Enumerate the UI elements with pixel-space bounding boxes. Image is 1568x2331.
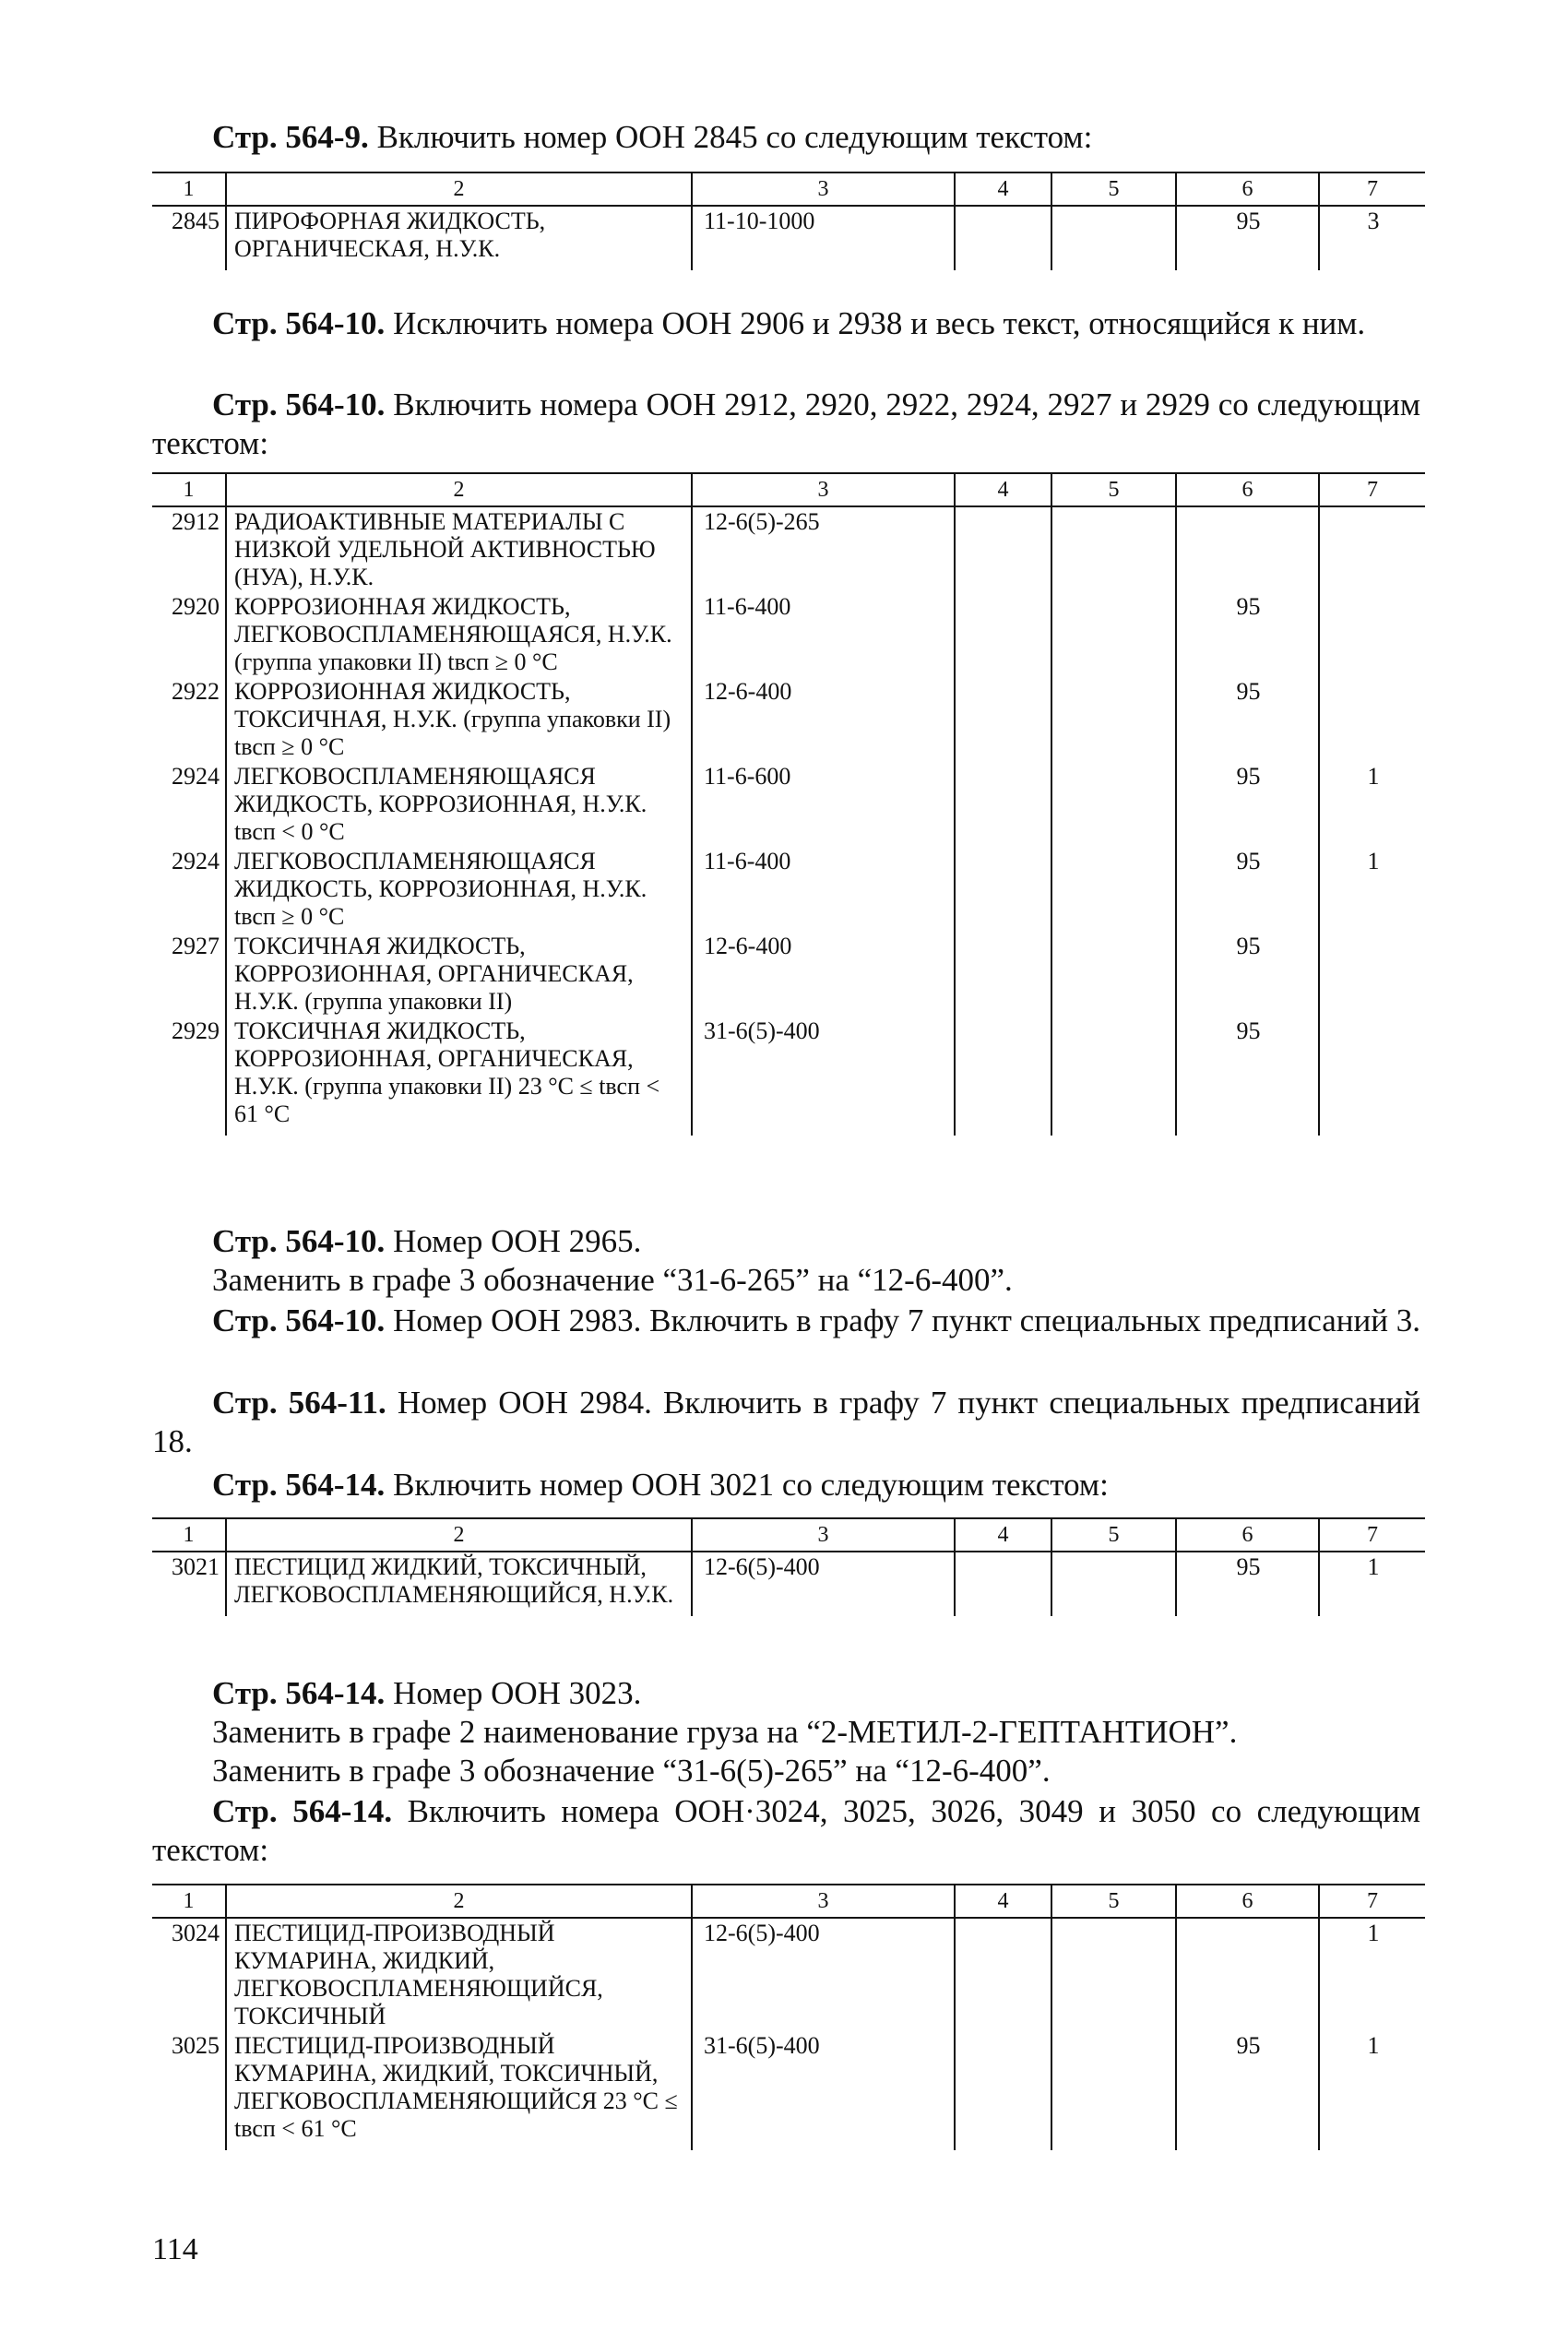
cargo-name-cell: ПИРОФОРНАЯ ЖИДКОСТЬ, ОРГАНИЧЕСКАЯ, Н.У.К.: [226, 206, 692, 270]
column-header: 7: [1319, 473, 1425, 506]
table-row: [152, 677, 1425, 762]
table-header-row: [152, 1885, 1425, 1918]
table-un-3021: [152, 1517, 1425, 1616]
column-header: 1: [152, 1518, 226, 1552]
col6-cell: 95: [1176, 1552, 1319, 1616]
cargo-name-cell: ПЕСТИЦИД-ПРОИЗВОДНЫЙ КУМАРИНА, ЖИДКИЙ, ЛЕГКОВОСПЛАМЕНЯЮЩИЙСЯ, ТОКСИЧНЫЙ: [226, 1918, 692, 2031]
col6-cell: 95: [1176, 677, 1319, 762]
col7-cell: 1: [1319, 2031, 1425, 2150]
un-number-cell: 2924: [172, 848, 220, 874]
page-ref: Стр. 564-10.: [212, 387, 386, 422]
table-row: [152, 1017, 1425, 1136]
column-header: 5: [1051, 473, 1176, 506]
page-number: 114: [152, 2232, 198, 2266]
paragraph-text: Номер ООН 3023.: [385, 1675, 642, 1711]
table-row: [152, 762, 1425, 847]
paragraph-p564-14-3021: [152, 1466, 1420, 1504]
col7-cell: [1319, 1017, 1425, 1136]
cargo-name-cell: ЛЕГКОВОСПЛАМЕНЯЮЩАЯСЯ ЖИДКОСТЬ, КОРРОЗИОННАЯ, Н.У.К. tвсп < 0 °С: [226, 762, 692, 847]
code-cell: 31-6(5)-400: [692, 2031, 955, 2150]
column-header: 5: [1051, 172, 1176, 206]
col4-cell: [955, 1017, 1051, 1136]
paragraph-text: Исключить номера ООН 2906 и 2938 и весь текст, относящийся к ним.: [385, 305, 1366, 341]
col6-cell: [1176, 506, 1319, 592]
un-number-cell: 2929: [172, 1017, 220, 1044]
cargo-name-cell: ПЕСТИЦИД ЖИДКИЙ, ТОКСИЧНЫЙ, ЛЕГКОВОСПЛАМЕНЯЮЩИЙСЯ, Н.У.К.: [226, 1552, 692, 1616]
column-header: 2: [226, 1885, 692, 1918]
column-header: 2: [226, 172, 692, 206]
paragraph-text: Включить номер ООН 2845 со следующим текстом:: [368, 119, 1093, 155]
column-header: 6: [1176, 172, 1319, 206]
page-ref: Стр. 564-14.: [212, 1467, 386, 1503]
col4-cell: [955, 847, 1051, 932]
column-header: 6: [1176, 1885, 1319, 1918]
code-cell: 11-6-400: [692, 592, 955, 677]
cargo-name-cell: КОРРОЗИОННАЯ ЖИДКОСТЬ, ЛЕГКОВОСПЛАМЕНЯЮЩАЯСЯ, Н.У.К. (группа упаковки II) tвсп ≥ 0 °С: [226, 592, 692, 677]
code-cell: 11-6-400: [692, 847, 955, 932]
col7-cell: 1: [1319, 762, 1425, 847]
col4-cell: [955, 932, 1051, 1017]
paragraph-text: Включить номера ООН 2912, 2920, 2922, 2924, 2927 и 2929 со следующим текстом:: [152, 387, 1420, 461]
cargo-name-cell: ТОКСИЧНАЯ ЖИДКОСТЬ, КОРРОЗИОННАЯ, ОРГАНИЧЕСКАЯ, Н.У.К. (группа упаковки II): [226, 932, 692, 1017]
table-row: [152, 2031, 1425, 2150]
paragraph-p564-14-3024: [152, 1792, 1420, 1870]
un-number-cell: 2924: [172, 763, 220, 790]
code-cell: 12-6(5)-400: [692, 1918, 955, 2031]
column-header: 2: [226, 473, 692, 506]
col4-cell: [955, 1918, 1051, 2031]
paragraph-p564-10-exclude: [152, 304, 1420, 343]
table-un-2912-2929: [152, 472, 1425, 1136]
col6-cell: 95: [1176, 2031, 1319, 2150]
col7-cell: [1319, 506, 1425, 592]
col4-cell: [955, 592, 1051, 677]
col7-cell: [1319, 677, 1425, 762]
table-header-row: [152, 172, 1425, 206]
column-header: 5: [1051, 1885, 1176, 1918]
column-header: 4: [955, 172, 1051, 206]
column-header: 7: [1319, 1518, 1425, 1552]
col6-cell: 95: [1176, 206, 1319, 270]
col4-cell: [955, 1552, 1051, 1616]
column-header: 6: [1176, 473, 1319, 506]
paragraph-text: Номер ООН 2984. Включить в графу 7 пункт специальных предписаний 18.: [152, 1385, 1420, 1459]
table-row: [152, 847, 1425, 932]
table-row: [152, 592, 1425, 677]
page-ref: Стр. 564-10.: [212, 1302, 386, 1338]
paragraph-un-2965: [152, 1222, 1420, 1261]
cargo-name-cell: ЛЕГКОВОСПЛАМЕНЯЮЩАЯСЯ ЖИДКОСТЬ, КОРРОЗИОННАЯ, Н.У.К. tвсп ≥ 0 °С: [226, 847, 692, 932]
paragraph-p564-10-include: [152, 386, 1420, 463]
code-cell: 12-6(5)-400: [692, 1552, 955, 1616]
col6-cell: 95: [1176, 847, 1319, 932]
column-header: 4: [955, 473, 1051, 506]
paragraph-un-2983: [152, 1302, 1420, 1340]
column-header: 6: [1176, 1518, 1319, 1552]
paragraph-text: Номер ООН 2983. Включить в графу 7 пункт специальных предписаний 3.: [385, 1302, 1420, 1338]
col4-cell: [955, 677, 1051, 762]
paragraph-p564-9: [152, 118, 1420, 157]
column-header: 7: [1319, 172, 1425, 206]
col5-cell: [1051, 206, 1176, 270]
paragraph-replace-name-3023: [152, 1713, 1420, 1752]
column-header: 4: [955, 1885, 1051, 1918]
col6-cell: 95: [1176, 762, 1319, 847]
page-ref: Стр. 564-10.: [212, 1223, 386, 1259]
col5-cell: [1051, 677, 1176, 762]
paragraph-text: Включить номер ООН 3021 со следующим текстом:: [385, 1467, 1109, 1503]
col4-cell: [955, 506, 1051, 592]
table-row: [152, 1552, 1425, 1616]
column-header: 1: [152, 473, 226, 506]
table-header-row: [152, 473, 1425, 506]
column-header: 3: [692, 1518, 955, 1552]
table-un-3024-3025: [152, 1884, 1425, 2150]
un-number-cell: 3025: [172, 2032, 220, 2059]
page-ref: Стр. 564-10.: [212, 305, 386, 341]
paragraph-text: Заменить в графе 3 обозначение “31-6-265” на “12-6-400”.: [212, 1262, 1013, 1298]
paragraph-text: Заменить в графе 2 наименование груза на “2-МЕТИЛ-2-ГЕПТАНТИОН”.: [212, 1714, 1238, 1750]
code-cell: 11-10-1000: [692, 206, 955, 270]
col5-cell: [1051, 762, 1176, 847]
un-number-cell: 2922: [172, 678, 220, 705]
cargo-name-cell: ТОКСИЧНАЯ ЖИДКОСТЬ, КОРРОЗИОННАЯ, ОРГАНИЧЕСКАЯ, Н.У.К. (группа упаковки II) 23 °С ≤ tвсп < 61 °С: [226, 1017, 692, 1136]
col7-cell: [1319, 932, 1425, 1017]
code-cell: 11-6-600: [692, 762, 955, 847]
code-cell: 12-6(5)-265: [692, 506, 955, 592]
column-header: 4: [955, 1518, 1051, 1552]
un-number-cell: 3021: [172, 1553, 220, 1580]
paragraph-text: Заменить в графе 3 обозначение “31-6(5)-265” на “12-6-400”.: [212, 1753, 1051, 1789]
page-ref: Стр. 564-9.: [212, 119, 369, 155]
column-header: 3: [692, 172, 955, 206]
col7-cell: 1: [1319, 1552, 1425, 1616]
code-cell: 12-6-400: [692, 932, 955, 1017]
un-number-cell: 2912: [172, 508, 220, 535]
table-row: [152, 932, 1425, 1017]
col6-cell: [1176, 1918, 1319, 2031]
column-header: 5: [1051, 1518, 1176, 1552]
un-number-cell: 3024: [172, 1920, 220, 1946]
column-header: 3: [692, 1885, 955, 1918]
col5-cell: [1051, 2031, 1176, 2150]
cargo-name-cell: КОРРОЗИОННАЯ ЖИДКОСТЬ, ТОКСИЧНАЯ, Н.У.К. (группа упаковки II) tвсп ≥ 0 °С: [226, 677, 692, 762]
col5-cell: [1051, 1552, 1176, 1616]
paragraph-text: Включить номера ООН·3024, 3025, 3026, 3049 и 3050 со следующим текстом:: [152, 1793, 1420, 1868]
paragraph-replace-2965: [152, 1261, 1420, 1300]
paragraph-un-2984: [152, 1384, 1420, 1461]
column-header: 7: [1319, 1885, 1425, 1918]
un-number-cell: 2845: [172, 208, 220, 234]
col4-cell: [955, 206, 1051, 270]
col5-cell: [1051, 1918, 1176, 2031]
col5-cell: [1051, 592, 1176, 677]
paragraph-text: Номер ООН 2965.: [385, 1223, 642, 1259]
col5-cell: [1051, 506, 1176, 592]
col7-cell: [1319, 592, 1425, 677]
col7-cell: 1: [1319, 1918, 1425, 2031]
col5-cell: [1051, 847, 1176, 932]
col6-cell: 95: [1176, 1017, 1319, 1136]
cargo-name-cell: ПЕСТИЦИД-ПРОИЗВОДНЫЙ КУМАРИНА, ЖИДКИЙ, ТОКСИЧНЫЙ, ЛЕГКОВОСПЛАМЕНЯЮЩИЙСЯ 23 °С ≤ tвсп < 61 °С: [226, 2031, 692, 2150]
col4-cell: [955, 762, 1051, 847]
column-header: 2: [226, 1518, 692, 1552]
paragraph-replace-code-3023: [152, 1752, 1420, 1790]
column-header: 1: [152, 1885, 226, 1918]
code-cell: 12-6-400: [692, 677, 955, 762]
table-row: [152, 1918, 1425, 2031]
page-ref: Стр. 564-14.: [212, 1675, 386, 1711]
column-header: 1: [152, 172, 226, 206]
un-number-cell: 2920: [172, 593, 220, 620]
page-ref: Стр. 564-14.: [212, 1793, 393, 1829]
col6-cell: 95: [1176, 932, 1319, 1017]
cargo-name-cell: РАДИОАКТИВНЫЕ МАТЕРИАЛЫ С НИЗКОЙ УДЕЛЬНОЙ АКТИВНОСТЬЮ (НУА), Н.У.К.: [226, 506, 692, 592]
col6-cell: 95: [1176, 592, 1319, 677]
table-row: [152, 206, 1425, 270]
page-ref: Стр. 564-11.: [212, 1385, 386, 1421]
column-header: 3: [692, 473, 955, 506]
un-number-cell: 2927: [172, 933, 220, 959]
table-header-row: [152, 1518, 1425, 1552]
code-cell: 31-6(5)-400: [692, 1017, 955, 1136]
col5-cell: [1051, 932, 1176, 1017]
col4-cell: [955, 2031, 1051, 2150]
col7-cell: 1: [1319, 847, 1425, 932]
paragraph-un-3023: [152, 1674, 1420, 1713]
col7-cell: 3: [1319, 206, 1425, 270]
table-row: [152, 506, 1425, 592]
col5-cell: [1051, 1017, 1176, 1136]
table-un-2845: [152, 172, 1425, 270]
